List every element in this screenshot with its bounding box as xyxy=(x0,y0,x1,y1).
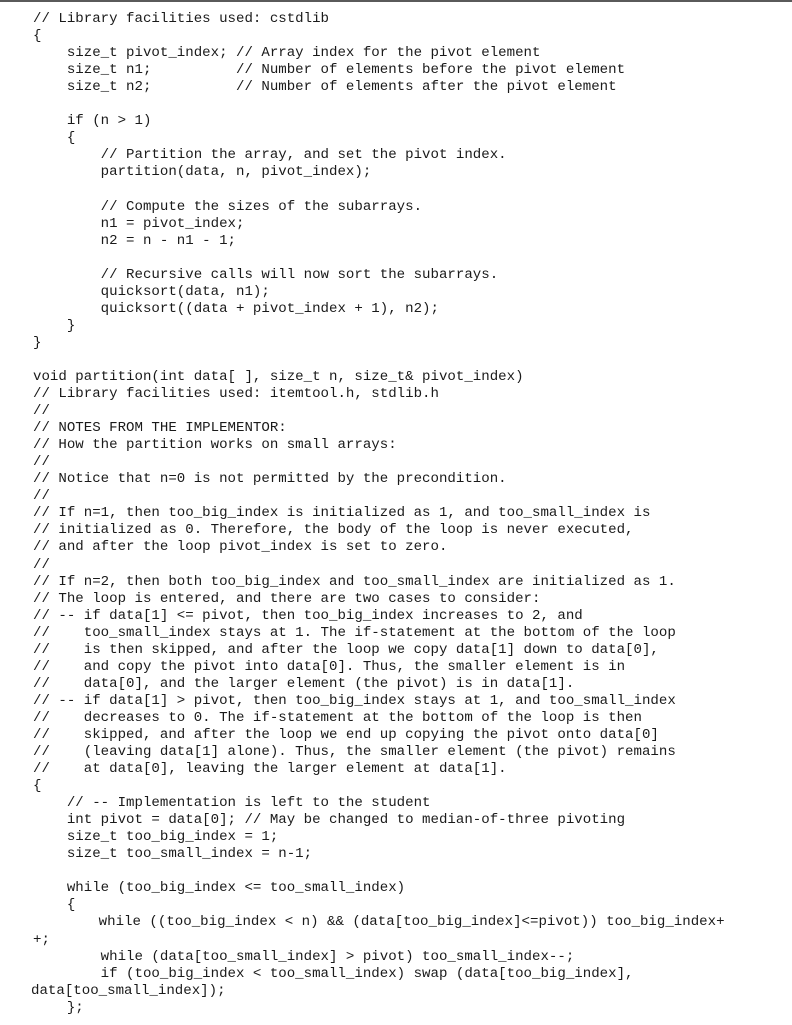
code-line: size_t too_big_index = 1; xyxy=(33,829,279,846)
code-line: // data[0], and the larger element (the pivot) is in data[1]. xyxy=(33,675,575,692)
code-line: // Library facilities used: cstdlib xyxy=(33,11,330,27)
code-line: size_t too_small_index = n-1; xyxy=(33,846,313,863)
code-line: while (data[too_small_index] > pivot) too_small_index--; xyxy=(33,948,575,965)
code-line: }; xyxy=(33,999,84,1016)
code-line: // Library facilities used: itemtool.h, stdlib.h xyxy=(33,386,439,403)
code-listing xyxy=(33,11,725,1017)
code-line xyxy=(33,181,725,198)
code-line xyxy=(33,863,725,880)
page-top-rule xyxy=(0,0,792,2)
code-line: // NOTES FROM THE IMPLEMENTOR: xyxy=(33,420,287,437)
code-line: if (too_big_index < too_small_index) swap (data[too_big_index], xyxy=(33,965,634,982)
code-line xyxy=(33,250,725,267)
code-line: // -- if data[1] > pivot, then too_big_index stays at 1, and too_small_index xyxy=(33,692,676,709)
code-line: quicksort((data + pivot_index + 1), n2); xyxy=(33,300,439,317)
code-line: n2 = n - n1 - 1; xyxy=(33,232,236,249)
code-line xyxy=(33,352,725,369)
code-line: // xyxy=(33,488,50,505)
code-line: } xyxy=(33,317,76,334)
code-line: // xyxy=(33,454,50,471)
code-line: // xyxy=(33,403,50,420)
code-line: // and copy the pivot into data[0]. Thus, the smaller element is in xyxy=(33,658,626,675)
code-line xyxy=(33,96,725,113)
code-line: +; xyxy=(33,931,50,948)
code-line: // skipped, and after the loop we end up copying the pivot onto data[0] xyxy=(33,726,659,743)
code-line: while ((too_big_index < n) && (data[too_big_index]<=pivot)) too_big_index+ xyxy=(31,914,725,931)
code-line: // Recursive calls will now sort the subarrays. xyxy=(33,266,499,283)
code-line: size_t n1; // Number of elements before the pivot element xyxy=(33,62,626,79)
code-line: size_t pivot_index; // Array index for the pivot element xyxy=(33,45,541,62)
code-line: data[too_small_index]); xyxy=(31,982,226,999)
code-line: { xyxy=(33,897,76,914)
code-line: // at data[0], leaving the larger element at data[1]. xyxy=(33,761,507,778)
code-line: // too_small_index stays at 1. The if-statement at the bottom of the loop xyxy=(33,624,676,641)
code-line: // Partition the array, and set the pivot index. xyxy=(33,147,507,164)
code-line: // (leaving data[1] alone). Thus, the smaller element (the pivot) remains xyxy=(33,744,676,761)
code-line: // How the partition works on small arrays: xyxy=(33,437,397,454)
code-line: while (too_big_index <= too_small_index) xyxy=(33,880,406,897)
code-line: // If n=1, then too_big_index is initialized as 1, and too_small_index is xyxy=(33,505,651,522)
code-line: // xyxy=(33,556,50,573)
code-line: int pivot = data[0]; // May be changed to median-of-three pivoting xyxy=(33,812,626,829)
code-line: { xyxy=(33,28,42,45)
code-line: if (n > 1) xyxy=(33,113,152,130)
code-line: // Notice that n=0 is not permitted by the precondition. xyxy=(33,471,507,488)
code-line: } xyxy=(33,334,42,351)
code-line: // -- if data[1] <= pivot, then too_big_index increases to 2, and xyxy=(33,607,583,624)
code-line: quicksort(data, n1); xyxy=(33,283,270,300)
code-line: { xyxy=(33,778,42,795)
code-line: n1 = pivot_index; xyxy=(33,215,245,232)
code-line: { xyxy=(33,130,76,147)
code-line: void partition(int data[ ], size_t n, size_t& pivot_index) xyxy=(33,368,524,385)
code-line: // The loop is entered, and there are two cases to consider: xyxy=(33,590,541,607)
code-line: size_t n2; // Number of elements after the pivot element xyxy=(33,79,617,96)
code-line: // and after the loop pivot_index is set to zero. xyxy=(33,539,448,556)
code-line: partition(data, n, pivot_index); xyxy=(33,164,372,181)
code-line: // -- Implementation is left to the student xyxy=(33,795,431,812)
code-line: // Compute the sizes of the subarrays. xyxy=(33,198,423,215)
code-line: // is then skipped, and after the loop we copy data[1] down to data[0], xyxy=(33,641,659,658)
code-line: // If n=2, then both too_big_index and too_small_index are initialized as 1. xyxy=(33,573,676,590)
code-line: // decreases to 0. The if-statement at the bottom of the loop is then xyxy=(33,709,642,726)
code-line: // initialized as 0. Therefore, the body of the loop is never executed, xyxy=(33,522,634,539)
